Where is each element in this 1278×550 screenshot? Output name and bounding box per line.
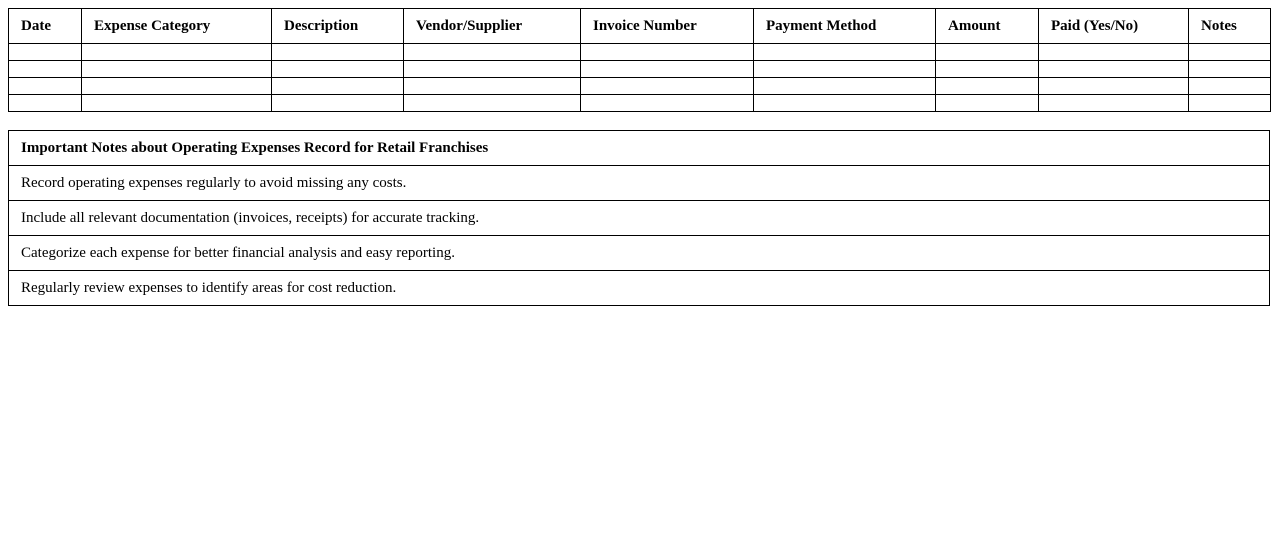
header-date: Date [9, 9, 82, 44]
expense-table [8, 8, 1271, 112]
table-cell[interactable] [82, 78, 272, 95]
table-row [9, 44, 1271, 61]
header-notes: Notes [1189, 9, 1271, 44]
table-cell[interactable] [272, 44, 404, 61]
note-item: Include all relevant documentation (invoices, receipts) for accurate tracking. [9, 201, 1270, 236]
table-cell[interactable] [82, 44, 272, 61]
table-cell[interactable] [9, 61, 82, 78]
table-cell[interactable] [754, 78, 936, 95]
table-cell[interactable] [404, 78, 581, 95]
table-cell[interactable] [1039, 95, 1189, 112]
table-cell[interactable] [936, 61, 1039, 78]
table-cell[interactable] [1189, 61, 1271, 78]
header-payment-method: Payment Method [754, 9, 936, 44]
table-cell[interactable] [82, 61, 272, 78]
table-cell[interactable] [82, 95, 272, 112]
expense-header-row [9, 9, 1271, 44]
table-cell[interactable] [9, 44, 82, 61]
table-cell[interactable] [404, 44, 581, 61]
table-cell[interactable] [272, 95, 404, 112]
table-cell[interactable] [581, 95, 754, 112]
note-row [9, 271, 1270, 306]
table-cell[interactable] [272, 78, 404, 95]
note-row [9, 166, 1270, 201]
table-cell[interactable] [1039, 78, 1189, 95]
note-item: Record operating expenses regularly to avoid missing any costs. [9, 166, 1270, 201]
table-cell[interactable] [1039, 61, 1189, 78]
notes-title-row [9, 131, 1270, 166]
header-vendor-supplier: Vendor/Supplier [404, 9, 581, 44]
table-cell[interactable] [581, 78, 754, 95]
table-cell[interactable] [754, 95, 936, 112]
header-expense-category: Expense Category [82, 9, 272, 44]
note-item: Regularly review expenses to identify areas for cost reduction. [9, 271, 1270, 306]
table-cell[interactable] [1189, 95, 1271, 112]
table-cell[interactable] [9, 78, 82, 95]
table-cell[interactable] [936, 95, 1039, 112]
note-row [9, 236, 1270, 271]
table-cell[interactable] [936, 44, 1039, 61]
table-cell[interactable] [936, 78, 1039, 95]
table-cell[interactable] [1039, 44, 1189, 61]
table-cell[interactable] [581, 61, 754, 78]
header-description: Description [272, 9, 404, 44]
header-amount: Amount [936, 9, 1039, 44]
table-cell[interactable] [581, 44, 754, 61]
table-cell[interactable] [404, 95, 581, 112]
table-cell[interactable] [272, 61, 404, 78]
notes-table [8, 130, 1270, 306]
note-item: Categorize each expense for better financial analysis and easy reporting. [9, 236, 1270, 271]
table-cell[interactable] [9, 95, 82, 112]
header-invoice-number: Invoice Number [581, 9, 754, 44]
table-cell[interactable] [1189, 44, 1271, 61]
table-cell[interactable] [754, 44, 936, 61]
notes-title: Important Notes about Operating Expenses Record for Retail Franchises [9, 131, 1270, 166]
table-row [9, 95, 1271, 112]
table-cell[interactable] [404, 61, 581, 78]
expense-table-body [9, 44, 1271, 112]
note-row [9, 201, 1270, 236]
table-cell[interactable] [754, 61, 936, 78]
table-cell[interactable] [1189, 78, 1271, 95]
table-row [9, 61, 1271, 78]
table-row [9, 78, 1271, 95]
header-paid: Paid (Yes/No) [1039, 9, 1189, 44]
